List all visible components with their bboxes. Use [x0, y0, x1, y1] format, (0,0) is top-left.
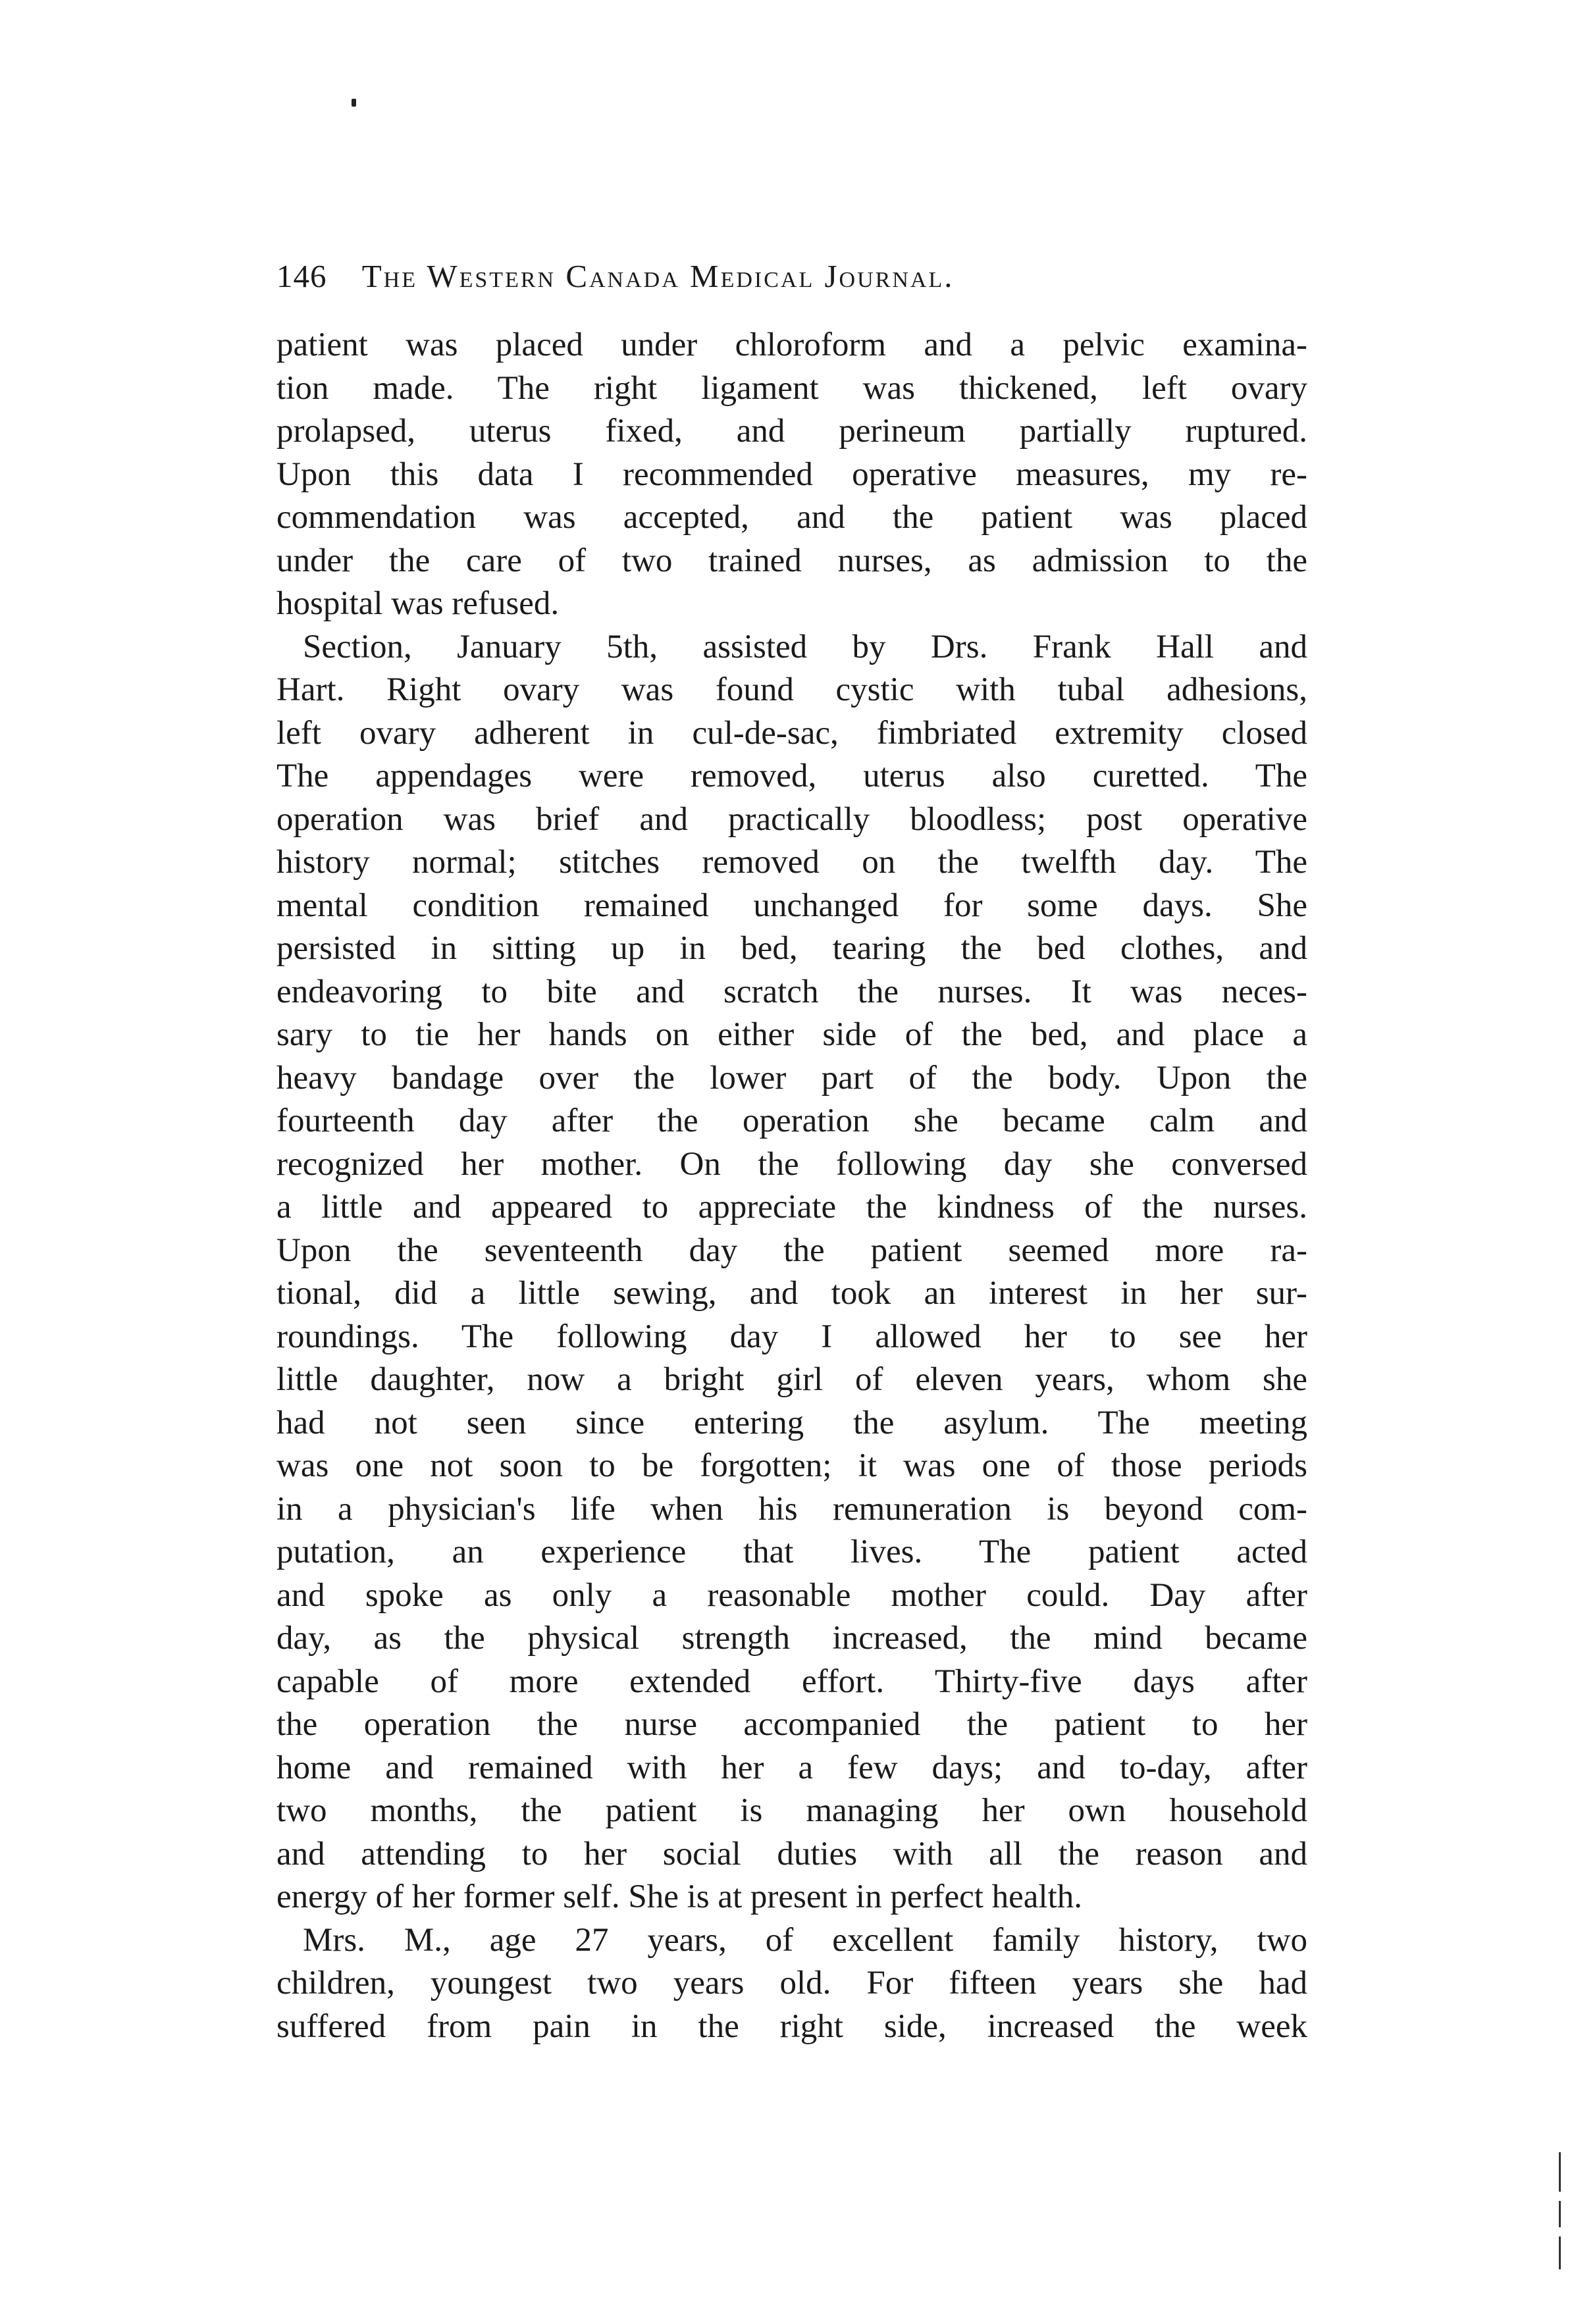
journal-title: The Western Canada Medical Journal.	[361, 258, 955, 294]
text-line: recognized her mother. On the following day she conversed	[276, 1145, 1307, 1183]
text-line: little daughter, now a bright girl of eleven years, whom she	[276, 1361, 1307, 1398]
text-line: and attending to her social duties with all the reason and	[276, 1835, 1307, 1872]
text-line: tion made. The right ligament was thickened, left ovary	[276, 369, 1307, 407]
text-line: patient was placed under chloroform and a pelvic examina-	[276, 326, 1307, 363]
text-line: roundings. The following day I allowed her to see her	[276, 1318, 1307, 1355]
text-line: operation was brief and practically bloodless; post operative	[276, 800, 1307, 838]
scan-edge-marks	[1559, 2152, 1561, 2279]
text-line: Hart. Right ovary was found cystic with tubal adhesions,	[276, 671, 1307, 708]
page-number: 146	[276, 258, 327, 294]
text-line: prolapsed, uterus fixed, and perineum partially ruptured.	[276, 413, 1307, 450]
text-line: history normal; stitches removed on the twelfth day. The	[276, 844, 1307, 881]
text-line: commendation was accepted, and the patient was placed	[276, 499, 1307, 536]
text-line: fourteenth day after the operation she became calm and	[276, 1102, 1307, 1139]
text-line: and spoke as only a reasonable mother could. Day after	[276, 1576, 1307, 1614]
text-line: Upon the seventeenth day the patient seemed more ra-	[276, 1231, 1307, 1269]
text-line: two months, the patient is managing her own household	[276, 1792, 1307, 1829]
text-line: under the care of two trained nurses, as admission to the	[276, 542, 1307, 579]
article-body	[276, 324, 1307, 2048]
text-line: putation, an experience that lives. The patient acted	[276, 1534, 1307, 1570]
text-line: day, as the physical strength increased, the mind became	[276, 1620, 1307, 1657]
text-line: energy of her former self. She is at present in perfect health.	[276, 1878, 1082, 1915]
text-line: endeavoring to bite and scratch the nurses. It was neces-	[276, 973, 1307, 1010]
text-line: Upon this data I recommended operative measures, my re-	[276, 455, 1307, 493]
text-line: persisted in sitting up in bed, tearing the bed clothes, and	[276, 930, 1307, 967]
text-line: a little and appeared to appreciate the kindness of the nurses.	[276, 1189, 1307, 1226]
text-line: sary to tie her hands on either side of the bed, and place a	[276, 1016, 1307, 1053]
scan-edge-mark	[1559, 2236, 1561, 2269]
scan-edge-mark	[1559, 2201, 1561, 2227]
text-line: left ovary adherent in cul-de-sac, fimbriated extremity closed	[276, 714, 1307, 752]
text-line: tional, did a little sewing, and took an interest in her sur-	[276, 1275, 1307, 1312]
text-line: The appendages were removed, uterus also curetted. The	[276, 758, 1307, 794]
scan-edge-mark	[1559, 2152, 1561, 2192]
stray-ink-mark	[352, 99, 356, 107]
text-line: heavy bandage over the lower part of the body. Upon the	[276, 1059, 1307, 1097]
text-line: had not seen since entering the asylum. The meeting	[276, 1404, 1307, 1441]
text-line: home and remained with her a few days; and to-day, after	[276, 1749, 1307, 1786]
running-header	[276, 253, 1317, 299]
text-line: children, youngest two years old. For fifteen years she had	[276, 1965, 1307, 2001]
text-line: Section, January 5th, assisted by Drs. Frank Hall and	[303, 628, 1307, 665]
text-line: capable of more extended effort. Thirty-five days after	[276, 1663, 1307, 1700]
text-line: was one not soon to be forgotten; it was one of those periods	[276, 1447, 1307, 1484]
text-line: hospital was refused.	[276, 585, 560, 622]
text-line: Mrs. M., age 27 years, of excellent family history, two	[303, 1921, 1307, 1959]
text-line: the operation the nurse accompanied the patient to her	[276, 1706, 1307, 1743]
text-line: mental condition remained unchanged for some days. She	[276, 887, 1307, 924]
text-line: in a physician's life when his remuneration is beyond com-	[276, 1490, 1307, 1528]
text-line: suffered from pain in the right side, increased the week	[276, 2007, 1307, 2045]
